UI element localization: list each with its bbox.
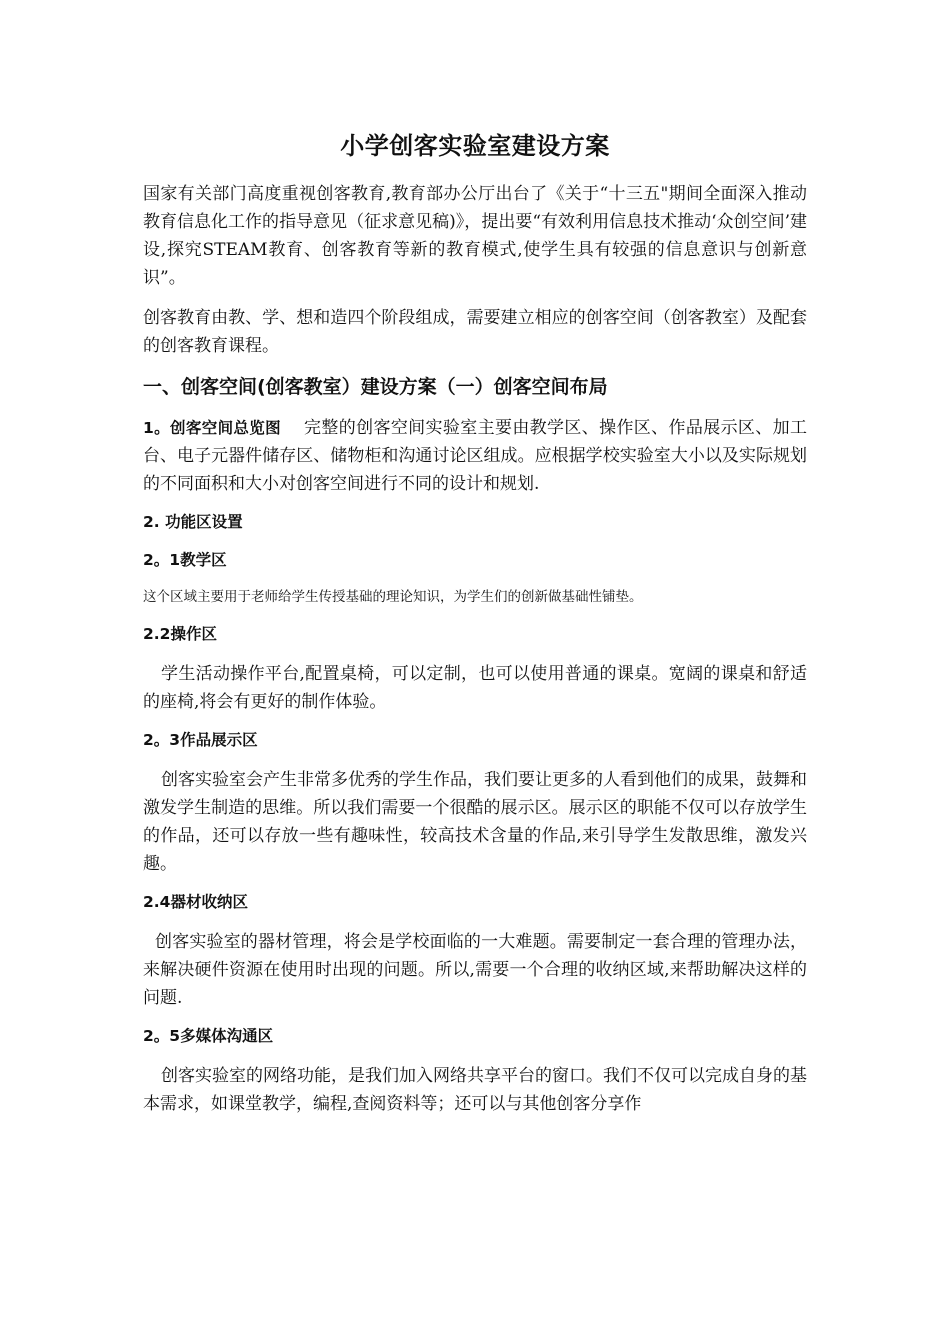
- zone-text-teaching: 这个区域主要用于老师给学生传授基础的理论知识，为学生们的创新做基础性铺垫。: [143, 589, 643, 605]
- overview-paragraph: [143, 414, 807, 498]
- zone-text-storage: 创客实验室的器材管理，将会是学校面临的一大难题。需要制定一套合理的管理办法，来解决硬件资源在使用时出现的问题。所以,需要一个合理的收纳区域,来帮助解决这样的问题.: [143, 932, 807, 1008]
- section-1-heading: 一、创客空间(创客教室）建设方案（一）创客空间布局: [143, 376, 608, 398]
- zone-text-operation: 学生活动操作平台,配置桌椅，可以定制，也可以使用普通的课桌。宽阔的课桌和舒适的座椅,将会有更好的制作体验。: [143, 664, 807, 712]
- overview-lead: 1。创客空间总览图: [143, 419, 281, 437]
- zone-heading-display: 2。3作品展示区: [143, 731, 258, 749]
- zone-heading-teaching: 2。1教学区: [143, 551, 227, 569]
- section-2-heading: 2. 功能区设置: [143, 513, 243, 531]
- zone-heading-storage: 2.4器材收纳区: [143, 893, 248, 911]
- intro-paragraph-2: 创客教育由教、学、想和造四个阶段组成，需要建立相应的创客空间（创客教室）及配套的创客教育课程。: [143, 308, 807, 356]
- zone-text-multimedia: 创客实验室的网络功能，是我们加入网络共享平台的窗口。我们不仅可以完成自身的基本需求，如课堂教学，编程,查阅资料等；还可以与其他创客分享作: [143, 1066, 807, 1114]
- intro-paragraph-1: 国家有关部门高度重视创客教育,教育部办公厅出台了《关于“十三五"期间全面深入推动教育信息化工作的指导意见（征求意见稿)》，提出要“有效利用信息技术推动‘众创空间’建设,探究STEAM教育、创客教育等新的教育模式,使学生具有较强的信息意识与创新意识”。: [143, 184, 807, 288]
- zone-text-display: 创客实验室会产生非常多优秀的学生作品，我们要让更多的人看到他们的成果，鼓舞和激发学生制造的思维。所以我们需要一个很酷的展示区。展示区的职能不仅可以存放学生的作品，还可以存放一些有趣味性，较高技术含量的作品,来引导学生发散思维，激发兴趣。: [143, 770, 807, 874]
- document-body: [143, 130, 807, 1130]
- overview-text: 完整的创客空间实验室主要由教学区、操作区、作品展示区、加工台、电子元器件储存区、储物柜和沟通讨论区组成。应根据学校实验室大小以及实际规划的不同面积和大小对创客空间进行不同的设计和规划.: [143, 418, 808, 494]
- zone-heading-operation: 2.2操作区: [143, 625, 217, 643]
- zone-heading-multimedia: 2。5多媒体沟通区: [143, 1027, 274, 1045]
- document-title: 小学创客实验室建设方案: [340, 132, 610, 160]
